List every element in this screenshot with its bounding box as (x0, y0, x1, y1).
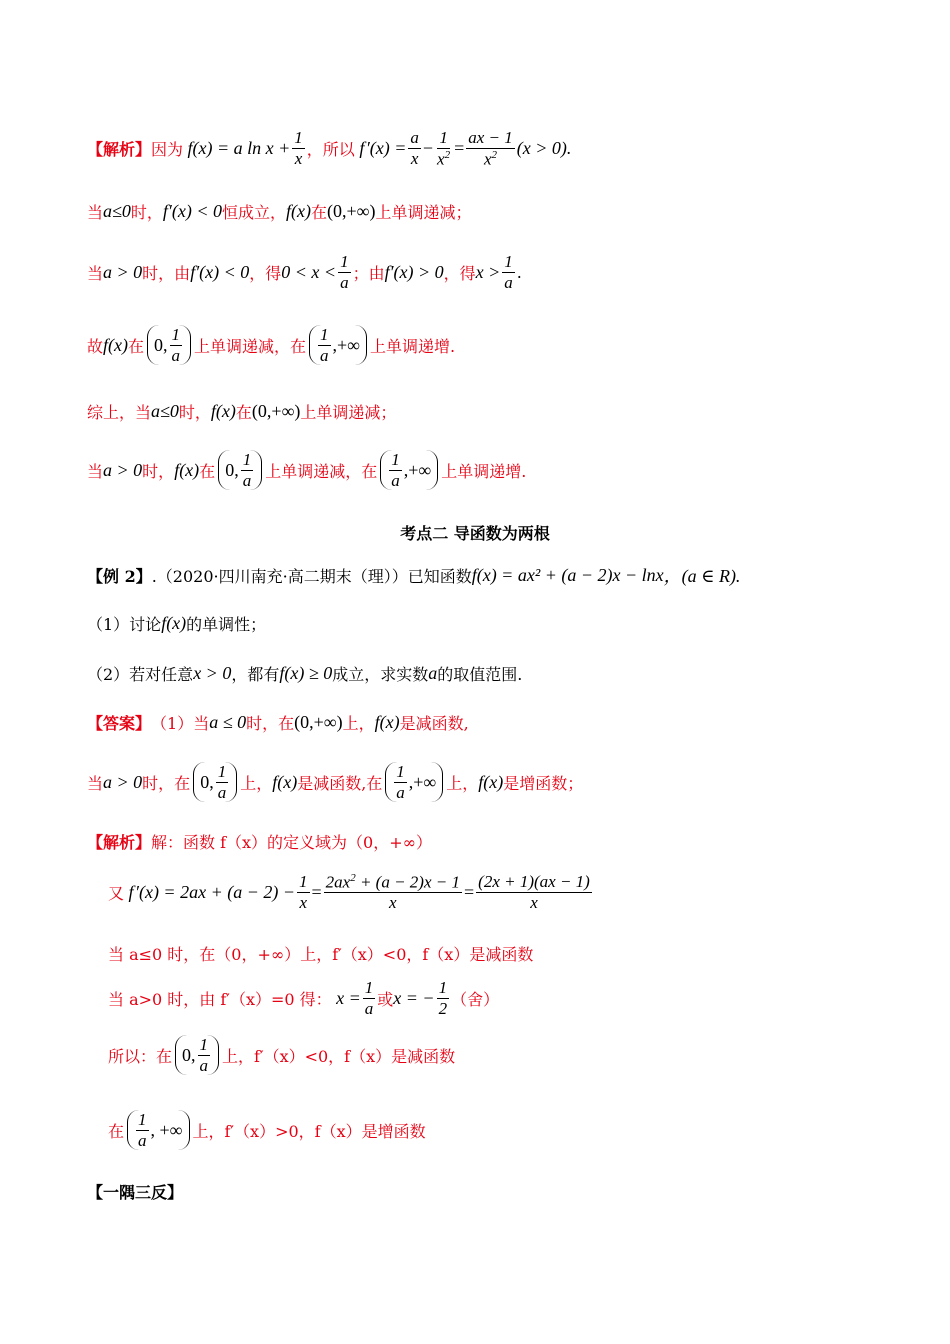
answer-line-1: 【答案】 （1）当 a ≤ 0 时，在 (0,+∞) 上， f(x) 是减函数, (87, 712, 469, 733)
fraction-1-over-a: $\frac{1}{a}$ (504, 252, 513, 292)
interval-0-to-1-over-a: 0, $\frac{1}{a}$ (218, 450, 262, 490)
derivative-line: 又 f ′(x) = 2ax + (a − 2) − $\frac{1}{x}$ = $\frac{2ax^2 + (a - 2)x - 1}{x}$ = $\frac{(2x + 1)(ax - 1)}{x}$ (108, 872, 590, 913)
question-1: （1）讨论 f(x) 的单调性； (87, 613, 267, 634)
interval-0-to-1-over-a: 0, $\frac{1}{a}$ (147, 325, 191, 365)
formula-fprime: f ′(x) = (354, 137, 407, 158)
interval-1-over-a-to-inf: $\frac{1}{a}$ , +∞ (127, 1110, 189, 1150)
summary-line-1: 综上，当 a≤0 时， f(x) 在 (0,+∞) 上单调递减； (87, 401, 397, 422)
fraction-a-over-x: $\frac{a}{x}$ (410, 128, 419, 168)
interval-0-to-1-over-a: 0, $\frac{1}{a}$ (175, 1035, 219, 1075)
domain-note: (x > 0). (516, 137, 572, 158)
formula-f: f(x) = a ln x + (183, 137, 291, 158)
fraction-1-over-x: $\frac{1}{x}$ (294, 128, 303, 168)
analysis-tag: 【解析】 (87, 139, 152, 159)
example-2-line: 【例 2】 .（2020·四川南充·高二期末（理））已知函数 f(x) = ax² + (a − 2)x − lnx ，(a ∈ R). (87, 564, 741, 586)
fraction-1-over-a: $\frac{1}{a}$ (340, 252, 349, 292)
interval-1-over-a-to-inf: $\frac{1}{a}$ ,+∞ (385, 762, 443, 802)
analysis-2-step-2: 当 a>0 时，由 f′（x）=0 得： x = $\frac{1}{a}$ 或 x = − $\frac{1}{2}$ （舍） (108, 978, 500, 1018)
interval-1-over-a-to-inf: $\frac{1}{a}$ ,+∞ (380, 450, 438, 490)
analysis-2-step-4: 在 $\frac{1}{a}$ , +∞ 上，f′（x）>0，f（x）是增函数 (108, 1110, 426, 1150)
analysis-line-1: 【解析】 因为 f(x) = a ln x + $\frac{1}{x}$ ，所以 f ′(x) = $\frac{a}{x}$ − $\frac{1}{x^2}$ = $\frac{ax - 1}{x^2}$ (x > 0). (87, 128, 572, 169)
answer-line-2: 当 a > 0 时，在 0, $\frac{1}{a}$ 上， f(x) 是减函数,在 $\frac{1}{a}$ ,+∞ 上， f(x) 是增函数； (87, 762, 584, 802)
interval-0-to-1-over-a: 0, $\frac{1}{a}$ (193, 762, 237, 802)
fraction-1-over-x2: $\frac{1}{x^2}$ (437, 128, 451, 169)
fraction-ax-1-over-x2: $\frac{ax - 1}{x^2}$ (468, 128, 513, 169)
section-heading: 考点二 导函数为两根 (400, 524, 550, 543)
analysis-2-intro: 【解析】 解：函数 f（x）的定义域为（0，+∞） (87, 833, 432, 852)
analysis-2-step-3: 所以：在 0, $\frac{1}{a}$ 上，f′（x）<0，f（x）是减函数 (108, 1035, 456, 1075)
analysis-2-step-1: 当 a≤0 时，在（0，+∞）上，f′（x）<0，f（x）是减函数 (108, 945, 534, 964)
text-so: ，所以 (306, 139, 355, 159)
summary-line-2: 当 a > 0 时， f(x) 在 0, $\frac{1}{a}$ 上单调递减，在 $\frac{1}{a}$ ,+∞ 上单调递增. (87, 450, 527, 490)
case-line-1: 当 a≤0 时， f′(x) < 0 恒成立， f(x) 在 (0,+∞) 上单调递减； (87, 201, 472, 222)
case-line-2: 当 a > 0 时，由 f′(x) < 0 ，得 0 < x < $\frac{1}{a}$ ；由 f′(x) > 0 ，得 x > $\frac{1}{a}$ . (87, 252, 522, 292)
text-because: 因为 (151, 139, 184, 159)
interval-1-over-a-to-inf: $\frac{1}{a}$ ,+∞ (309, 325, 367, 365)
case-line-3: 故 f(x) 在 0, $\frac{1}{a}$ 上单调递减，在 $\frac{1}{a}$ ,+∞ 上单调递增. (87, 325, 456, 365)
question-2: （2）若对任意 x > 0 ，都有 f(x) ≥ 0 成立，求实数 a 的取值范围. (87, 663, 523, 684)
practice-heading: 【一隅三反】 (87, 1183, 184, 1202)
